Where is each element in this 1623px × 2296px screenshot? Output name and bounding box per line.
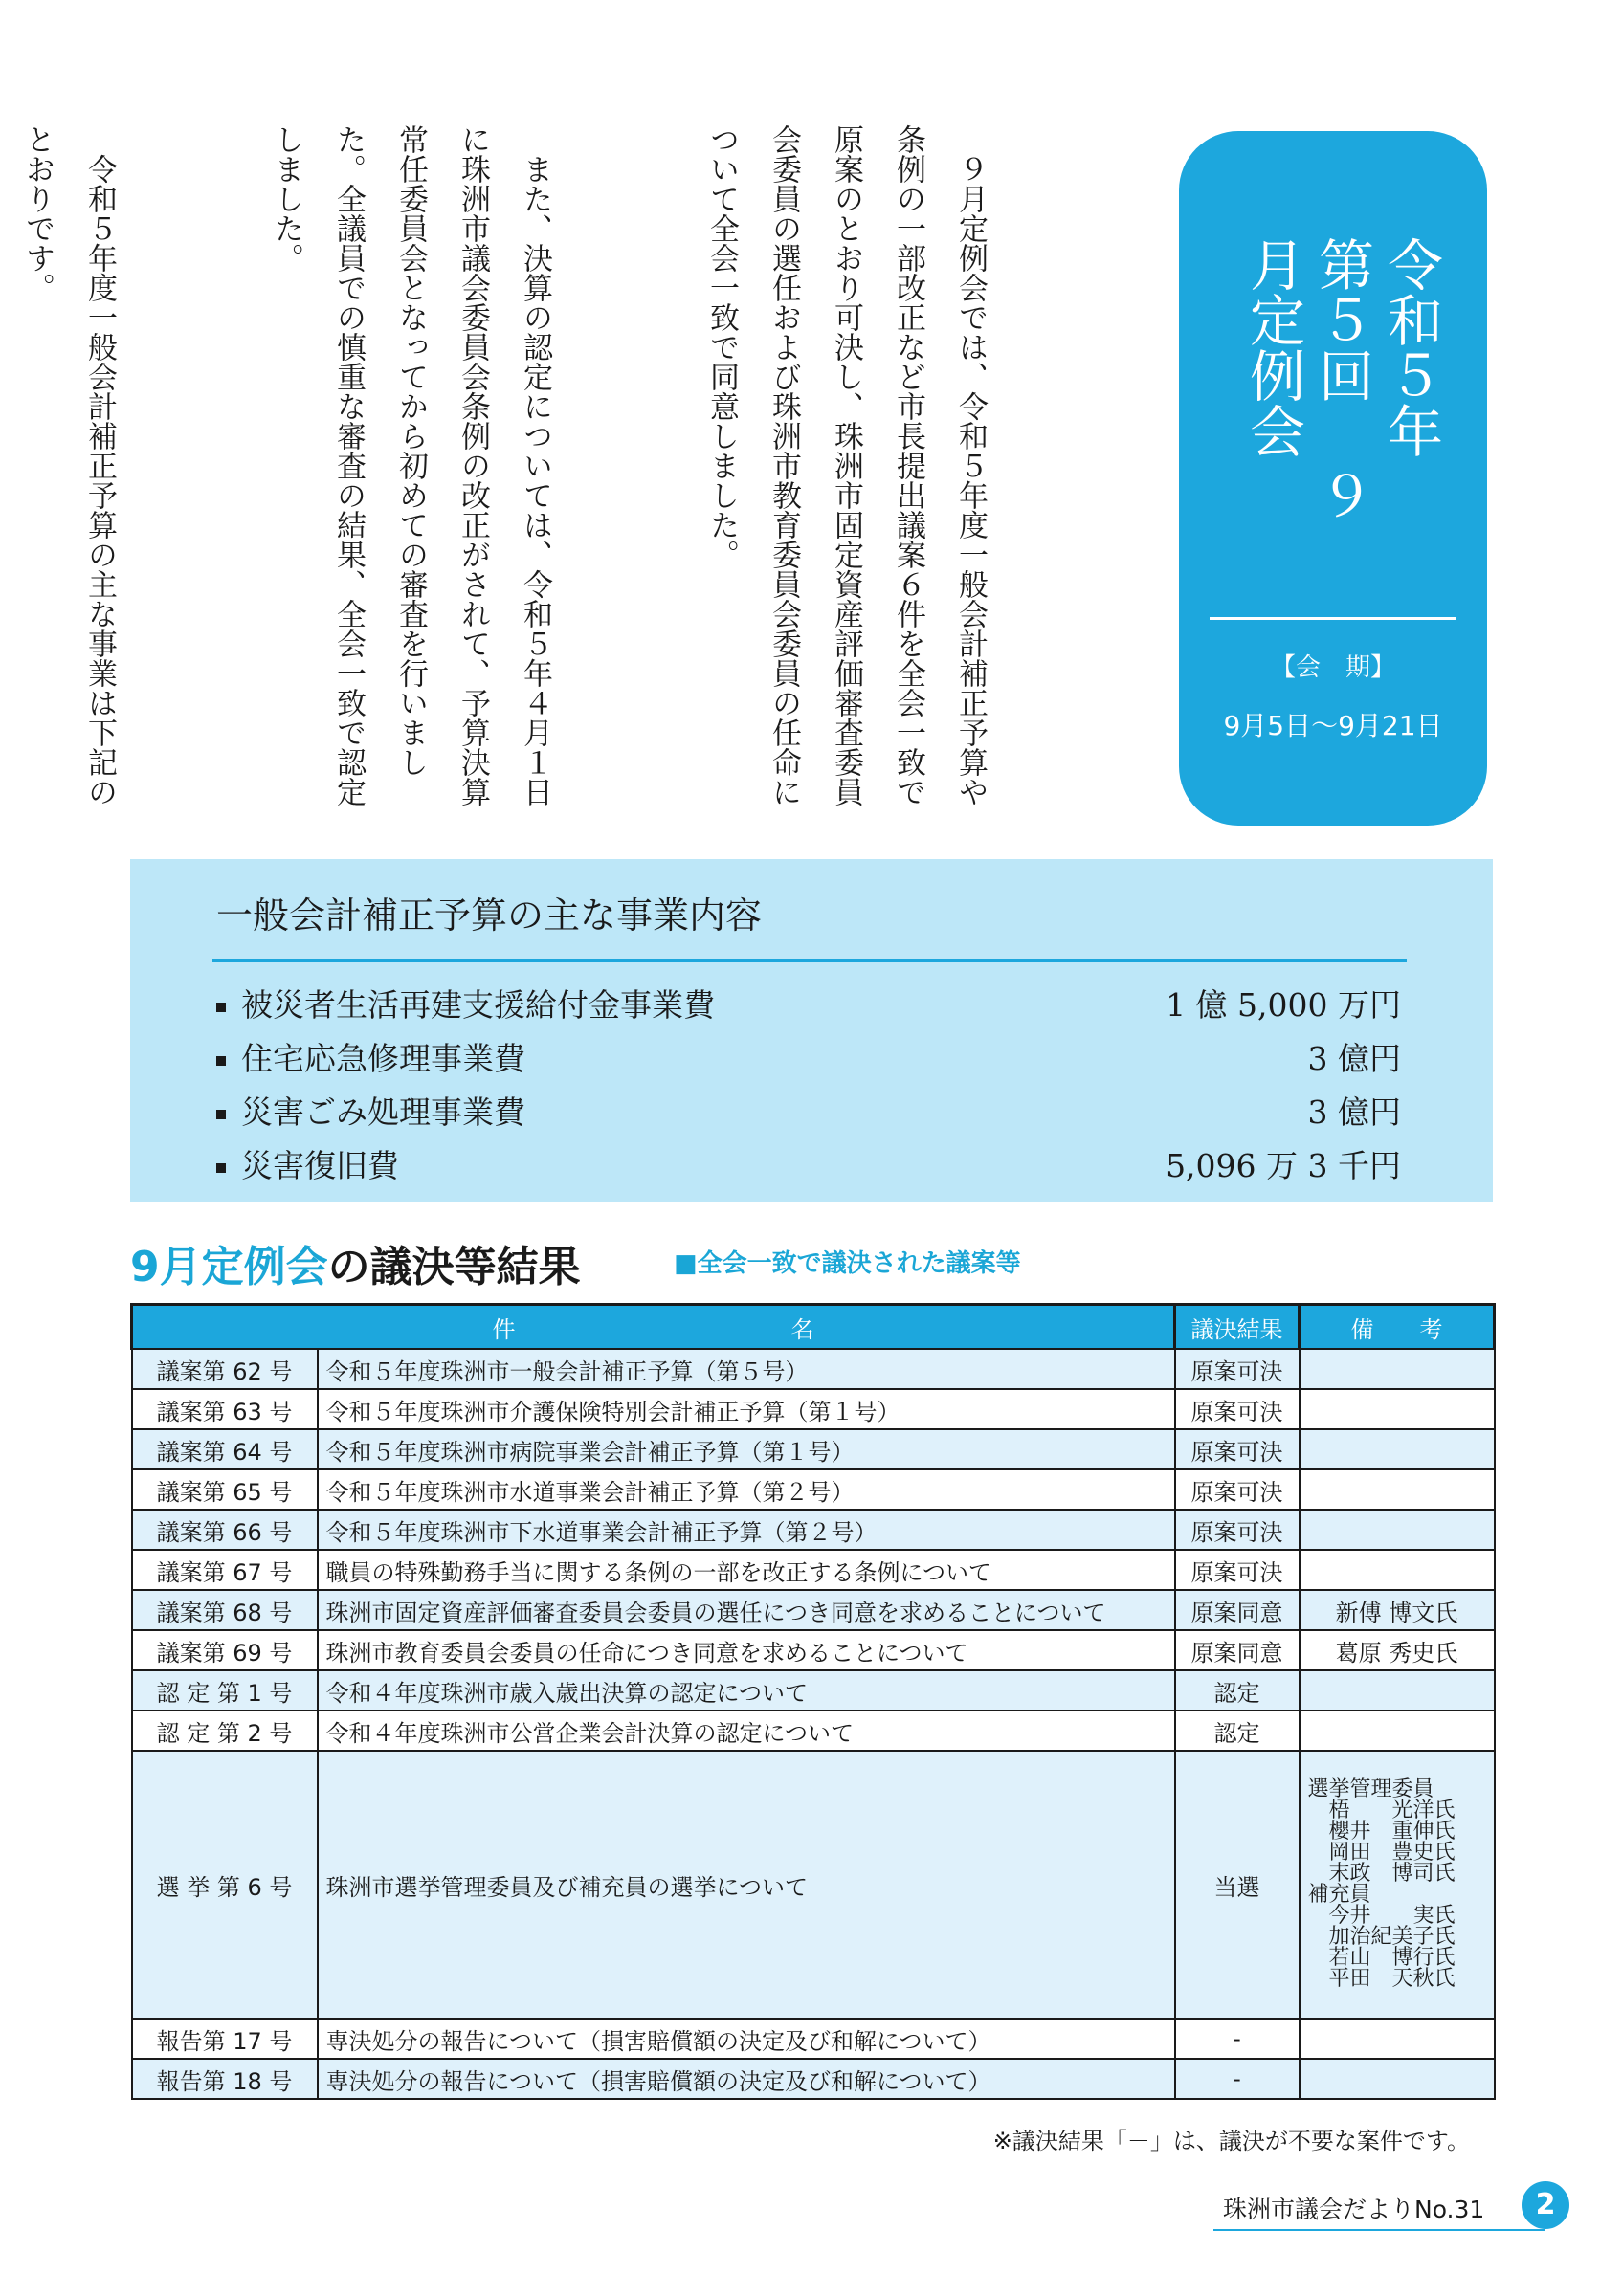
budget-title: 一般会計補正予算の主な事業内容 — [216, 894, 763, 937]
table-row — [132, 1590, 1495, 1630]
row-result: 原案同意 — [1175, 1630, 1300, 1670]
table-row — [132, 1429, 1495, 1469]
row-result: 当選 — [1175, 1751, 1300, 2019]
list-item — [216, 1029, 1401, 1083]
budget-item-amount: 1 億 5,000 万円 — [1166, 985, 1401, 1024]
results-title-rest: の議決等結果 — [327, 1243, 581, 1292]
table-row — [132, 2019, 1495, 2059]
list-item — [216, 1137, 1401, 1190]
row-note — [1300, 1550, 1495, 1590]
row-name: 職員の特殊勤務手当に関する条例の一部を改正する条例について — [318, 1550, 1175, 1590]
table-row — [132, 1670, 1495, 1711]
page-number-badge: 2 — [1522, 2181, 1569, 2229]
row-note — [1300, 1670, 1495, 1711]
row-note — [1300, 1510, 1495, 1550]
row-result: 認定 — [1175, 1670, 1300, 1711]
row-result: 原案可決 — [1175, 1349, 1300, 1389]
table-row — [132, 1751, 1495, 2019]
table-row — [132, 1349, 1495, 1389]
row-name: 珠洲市固定資産評価審査委員会委員の選任につき同意を求めることについて — [318, 1590, 1175, 1630]
table-row — [132, 1510, 1495, 1550]
row-note — [1300, 1429, 1495, 1469]
table-row — [132, 1469, 1495, 1510]
row-result: 原案同意 — [1175, 1590, 1300, 1630]
budget-item-amount: 3 億円 — [1307, 1093, 1401, 1131]
row-note — [1300, 1751, 1495, 2019]
budget-item-amount: 3 億円 — [1307, 1039, 1401, 1077]
table-row — [132, 1711, 1495, 1751]
row-number: 議案第 64 号 — [132, 1429, 318, 1469]
article-body — [20, 124, 1125, 823]
row-name: 珠洲市教育委員会委員の任命につき同意を求めることについて — [318, 1630, 1175, 1670]
row-name: 令和４年度珠洲市歳入歳出決算の認定について — [318, 1670, 1175, 1711]
row-number: 議案第 65 号 — [132, 1469, 318, 1510]
bullet-icon — [216, 1110, 226, 1119]
list-item — [216, 1083, 1401, 1137]
row-result: - — [1175, 2019, 1300, 2059]
row-result: 原案可決 — [1175, 1510, 1300, 1550]
article-paragraph: 令和５年度一般会計補正予算の主な事業は下記のとおりです。 — [20, 124, 117, 806]
row-note: 葛原 秀史氏 — [1300, 1630, 1495, 1670]
table-row — [132, 1550, 1495, 1590]
row-note — [1300, 2019, 1495, 2059]
row-result: 原案可決 — [1175, 1550, 1300, 1590]
results-footnote: ※議決結果「－」は、議決が不要な案件です。 — [992, 2128, 1470, 2154]
row-number: 議案第 68 号 — [132, 1590, 318, 1630]
budget-item-name: 災害復旧費 — [241, 1146, 399, 1184]
results-title — [130, 1232, 581, 1293]
bullet-icon — [216, 1056, 226, 1066]
table-row — [132, 1630, 1495, 1670]
budget-item-amount: 5,096 万 3 千円 — [1166, 1146, 1401, 1184]
results-table — [130, 1303, 1496, 2100]
row-number: 選 挙 第 6 号 — [132, 1751, 318, 2019]
session-card — [1179, 131, 1487, 826]
results-subtitle: ■全会一致で議決された議案等 — [674, 1249, 1021, 1278]
row-result: 原案可決 — [1175, 1389, 1300, 1429]
row-number: 認 定 第 2 号 — [132, 1711, 318, 1751]
bullet-icon — [216, 1003, 226, 1012]
session-period-label: 【会 期】 — [1270, 653, 1395, 682]
footer-divider — [1213, 2229, 1545, 2231]
session-period: 9月5日〜9月21日 — [1223, 710, 1443, 741]
row-name: 令和５年度珠洲市下水道事業会計補正予算（第２号） — [318, 1510, 1175, 1550]
row-note — [1300, 1389, 1495, 1429]
election-members-list: 選挙管理委員 梧 光洋氏 櫻井 重伸氏 岡田 豊史氏 末政 博司氏 補充員 今井 実氏 加治紀美子氏 若山 博行氏 平田 天秋氏 — [1307, 1777, 1456, 1991]
row-note — [1300, 1349, 1495, 1389]
row-note — [1300, 1711, 1495, 1751]
list-item — [216, 976, 1401, 1029]
header-note: 備 考 — [1300, 1305, 1495, 1350]
row-number: 議案第 66 号 — [132, 1510, 318, 1550]
budget-list — [216, 976, 1401, 1190]
table-row — [132, 2059, 1495, 2099]
row-name: 珠洲市選挙管理委員及び補充員の選挙について — [318, 1751, 1175, 2019]
budget-item-name: 被災者生活再建支援給付金事業費 — [241, 985, 715, 1024]
row-result: - — [1175, 2059, 1300, 2099]
table-header-row — [132, 1305, 1495, 1350]
session-title: 令和５年 第５回 ９月定例会 — [1240, 236, 1443, 523]
budget-item-name: 災害ごみ処理事業費 — [241, 1093, 525, 1131]
article-paragraph: また、決算の認定については、令和５年４月１日に珠洲市議会委員会条例の改正がされて、予算決算常任委員会となってから初めての審査を行いました。全議員での慎重な審査の結果、全会一致で認定しました。 — [269, 124, 552, 806]
budget-item-name: 住宅応急修理事業費 — [241, 1039, 525, 1077]
row-number: 議案第 69 号 — [132, 1630, 318, 1670]
row-number: 認 定 第 1 号 — [132, 1670, 318, 1711]
row-name: 令和５年度珠洲市介護保険特別会計補正予算（第１号） — [318, 1389, 1175, 1429]
row-name: 令和５年度珠洲市水道事業会計補正予算（第２号） — [318, 1469, 1175, 1510]
row-name: 専決処分の報告について（損害賠償額の決定及び和解について） — [318, 2059, 1175, 2099]
row-note: 新傅 博文氏 — [1300, 1590, 1495, 1630]
row-name: 令和５年度珠洲市病院事業会計補正予算（第１号） — [318, 1429, 1175, 1469]
bullet-icon — [216, 1163, 226, 1173]
row-result: 原案可決 — [1175, 1429, 1300, 1469]
row-number: 報告第 17 号 — [132, 2019, 318, 2059]
row-note — [1300, 2059, 1495, 2099]
row-result: 認定 — [1175, 1711, 1300, 1751]
budget-box — [130, 859, 1493, 1202]
results-title-accent: 9月定例会 — [130, 1243, 328, 1292]
publication-name: 珠洲市議会だよりNo.31 — [1223, 2196, 1485, 2223]
row-result: 原案可決 — [1175, 1469, 1300, 1510]
header-name: 件 名 — [132, 1305, 1175, 1350]
row-name: 令和５年度珠洲市一般会計補正予算（第５号） — [318, 1349, 1175, 1389]
card-divider — [1210, 617, 1456, 620]
row-note — [1300, 1469, 1495, 1510]
row-number: 議案第 63 号 — [132, 1389, 318, 1429]
row-number: 報告第 18 号 — [132, 2059, 318, 2099]
budget-divider — [212, 959, 1407, 962]
header-result: 議決結果 — [1175, 1305, 1300, 1350]
article-paragraph: ９月定例会では、令和５年度一般会計補正予算や条例の一部改正など市長提出議案６件を全会一致で原案のとおり可決し、珠洲市固定資産評価審査委員会委員の選任および珠洲市教育委員会委員の任命について全会一致で同意しました。 — [704, 124, 988, 806]
row-name: 令和４年度珠洲市公営企業会計決算の認定について — [318, 1711, 1175, 1751]
row-number: 議案第 62 号 — [132, 1349, 318, 1389]
table-row — [132, 1389, 1495, 1429]
row-name: 専決処分の報告について（損害賠償額の決定及び和解について） — [318, 2019, 1175, 2059]
row-number: 議案第 67 号 — [132, 1550, 318, 1590]
